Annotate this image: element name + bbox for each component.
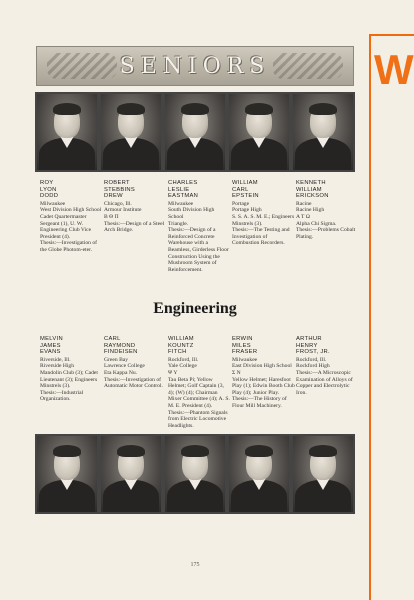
student-entry	[232, 180, 295, 273]
student-entry	[104, 336, 167, 429]
student-detail: Thesis:—Design of a Reinforced Concrete Warehouse with a Beamless, Girderless Floor Construction Using the Mushroom System of Reinforcement.	[168, 227, 229, 273]
portrait-photo	[165, 436, 225, 512]
student-entry	[104, 180, 167, 273]
student-detail: Milwaukee	[168, 200, 194, 207]
student-detail: Cadet Quartermaster Sergeant (1), U. W. Engineering Club Vice President (4).	[40, 213, 92, 240]
student-entry	[40, 336, 103, 429]
student-entry	[296, 180, 359, 273]
student-last-name: FROST, JR.	[296, 349, 330, 356]
student-first-name: ROBERT	[104, 180, 130, 186]
student-detail: Green Bay	[104, 356, 129, 363]
seniors-banner	[36, 46, 354, 86]
student-detail: Lawrence College	[104, 363, 145, 370]
student-last-name: DODD	[40, 193, 59, 200]
student-detail: Tau Beta Pi; Yellow Helmet; Golf Captain (3, 4); (W) (4); Chairman Mixer Committee (4); A. S. M. E. President (4).	[168, 376, 230, 409]
side-tab-border	[369, 34, 414, 600]
student-detail: Portage High	[232, 207, 262, 214]
bottom-student-columns	[40, 336, 360, 429]
portrait-photo	[293, 436, 353, 512]
portrait-photo	[165, 94, 225, 170]
student-detail: Thesis:—Problems Cobalt Plating.	[296, 227, 356, 240]
student-last-name: FINDEISEN	[104, 349, 138, 356]
student-detail: Thesis:—A Microscopic Examination of Alloys of Copper and Electrolytic Iron.	[296, 369, 353, 396]
student-middle-name: RAYMOND	[104, 342, 136, 349]
top-student-columns	[40, 180, 360, 273]
student-entry	[40, 180, 103, 273]
student-detail: Thesis:—The Testing and Investigation of Combustion Recorders.	[232, 227, 290, 247]
student-last-name: EASTMAN	[168, 193, 199, 200]
student-detail: Riverside, Ill.	[40, 356, 71, 363]
student-first-name: MELVIN	[40, 336, 63, 342]
student-detail: Triangle.	[168, 220, 189, 227]
student-first-name: ROY	[40, 180, 54, 186]
student-first-name: ARTHUR	[296, 336, 322, 342]
banner-ornament-left	[47, 53, 117, 79]
page-number: 175	[190, 562, 200, 568]
student-detail: Yale College	[168, 363, 197, 370]
student-detail: Thesis:—Investigation of the Globe Photom-eter.	[40, 240, 98, 253]
student-detail: Alpha Chi Sigma.	[296, 220, 337, 227]
section-heading: Engineering	[153, 300, 237, 317]
student-detail: Thesis:—Investigation of Automatic Motor Control.	[104, 376, 163, 390]
student-detail: East Division High School	[232, 363, 292, 370]
banner-ornament-right	[273, 53, 343, 79]
student-detail: Racine	[296, 200, 312, 207]
student-entry	[232, 336, 295, 429]
student-middle-name: LYON	[40, 186, 57, 193]
portrait-photo	[229, 436, 289, 512]
student-detail: Α Τ Ω	[296, 213, 310, 220]
student-last-name: EPSTEIN	[232, 193, 259, 200]
student-detail: Ψ Υ	[168, 369, 178, 376]
student-middle-name: CARL	[232, 186, 249, 193]
portrait-photo	[101, 94, 161, 170]
student-first-name: CHARLES	[168, 180, 198, 186]
student-middle-name: KOUNTZ	[168, 342, 194, 349]
student-middle-name: HENRY	[296, 342, 318, 349]
student-entry	[296, 336, 359, 429]
bottom-photo-row	[35, 434, 355, 514]
student-detail: Rockford, Ill.	[296, 356, 327, 363]
portrait-photo	[293, 94, 353, 170]
banner-title: SENIORS	[119, 53, 271, 79]
student-last-name: FRASER	[232, 349, 258, 356]
student-first-name: ERWIN	[232, 336, 253, 342]
student-detail: Β Θ Π	[104, 213, 119, 220]
portrait-photo	[37, 94, 97, 170]
student-middle-name: MILES	[232, 342, 251, 349]
student-detail: Rockford High	[296, 363, 330, 370]
student-detail: Thesis:—Industrial Organization.	[40, 389, 84, 403]
student-middle-name: STEBBINS	[104, 186, 136, 193]
student-detail: Portage	[232, 200, 250, 207]
student-first-name: WILLIAM	[232, 180, 258, 186]
top-photo-row	[35, 92, 355, 172]
student-entry	[168, 336, 231, 429]
student-detail: Σ Ν	[232, 369, 241, 376]
student-detail: Thesis:—Phantom Signals from Electric Locomotive Headlights.	[168, 409, 228, 429]
student-detail: Milwaukee	[232, 356, 258, 363]
student-detail: Yellow Helmet; Haresfoot Play (1); Edwin Booth Club Play (4); Junior Play.	[232, 376, 295, 396]
student-detail: Racine High	[296, 207, 325, 214]
student-detail: Mandolin Club (3); Cadet Lieutenant (3); Engineers Minstrels (3).	[40, 369, 98, 390]
student-last-name: ERICKSON	[296, 193, 329, 200]
student-middle-name: JAMES	[40, 342, 61, 349]
student-first-name: CARL	[104, 336, 121, 342]
student-first-name: KENNETH	[296, 180, 326, 186]
student-detail: Chicago, Ill.	[104, 200, 132, 207]
student-entry	[168, 180, 231, 273]
student-detail: South Division High School	[168, 207, 215, 220]
side-tab-letter: W	[374, 46, 414, 93]
student-middle-name: WILLIAM	[296, 186, 322, 193]
student-detail: Thesis:—Design of a Steel Arch Bridge.	[104, 220, 165, 234]
student-detail: Rockford, Ill.	[168, 356, 199, 363]
student-last-name: FITCH	[168, 349, 187, 356]
student-detail: Armour Institute	[104, 207, 142, 214]
student-last-name: EVANS	[40, 349, 61, 356]
student-detail: Riverside High	[40, 363, 75, 370]
student-detail: S. S. A. S. M. E.; Engineers Minstrels (3).	[232, 213, 295, 227]
student-detail: Thesis:—The History of Flour Mill Machinery.	[232, 396, 287, 409]
student-detail: Eta Kappa Nu.	[104, 369, 138, 376]
student-middle-name: LESLIE	[168, 186, 190, 193]
student-detail: Milwaukee	[40, 200, 66, 207]
portrait-photo	[37, 436, 97, 512]
portrait-photo	[229, 94, 289, 170]
student-detail: West Division High School	[40, 207, 102, 214]
portrait-photo	[101, 436, 161, 512]
student-last-name: DREW	[104, 193, 123, 200]
student-first-name: WILLIAM	[168, 336, 194, 342]
